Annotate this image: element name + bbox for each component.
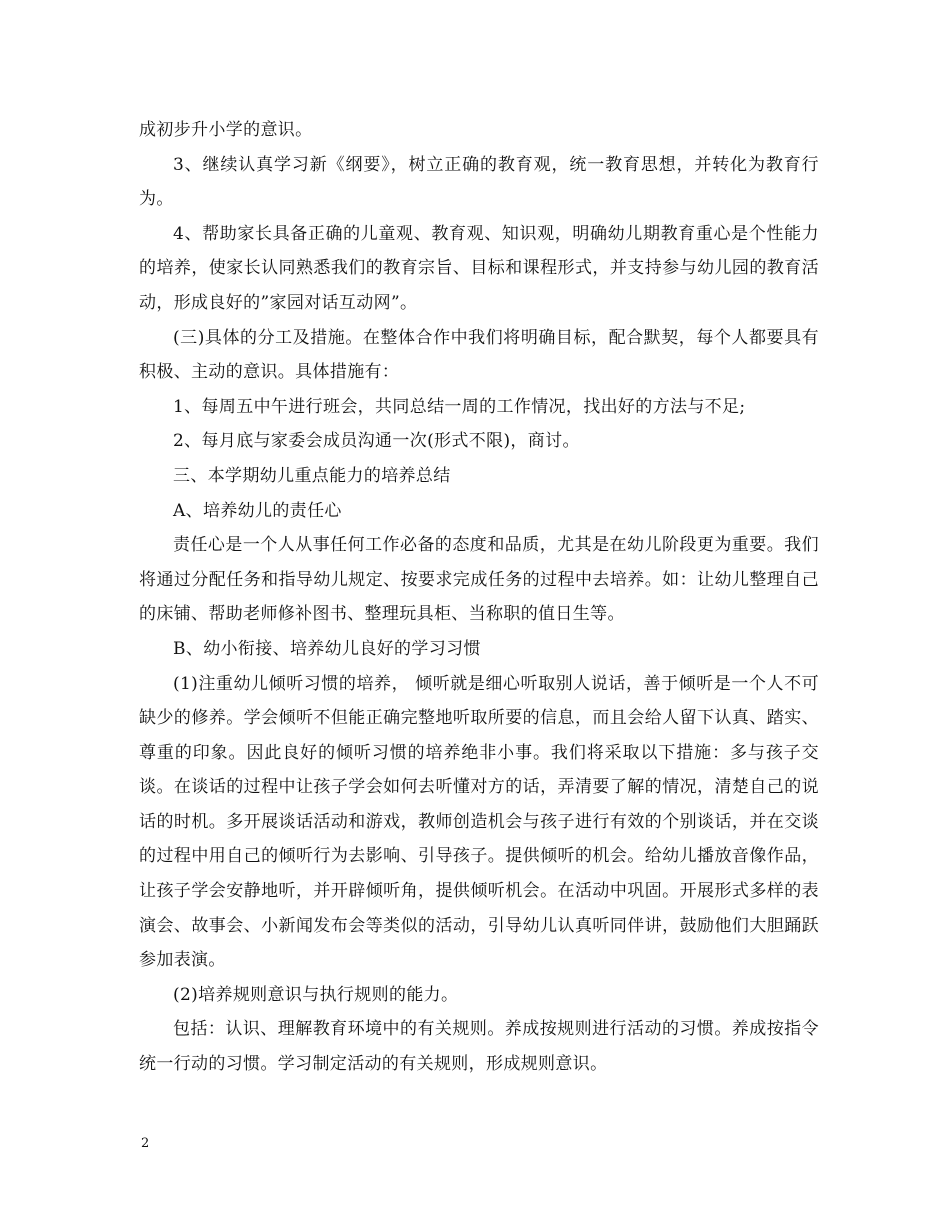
paragraph: 2、每月底与家委会成员沟通一次(形式不限)，商讨。 [173, 431, 580, 452]
paragraph: 成初步升小学的意识。 [139, 120, 313, 140]
paragraph: 包括：认识、理解教育环境中的有关规则。养成按规则进行活动的习惯。养成按指令统一行动的习惯。学习制定活动的有关规则，形成规则意识。 [139, 1019, 819, 1075]
paragraph: 4、帮助家长具备正确的儿童观、教育观、知识观，明确幼儿期教育重心是个性能力的培养，使家长认同熟悉我们的教育宗旨、目标和课程形式，并支持参与幼儿园的教育活动，形成良好的”家园对话互动网”。 [139, 223, 819, 313]
paragraph: (1)注重幼儿倾听习惯的培养， 倾听就是细心听取别人说话，善于倾听是一个人不可缺少的修养。学会倾听不但能正确完整地听取所要的信息，而且会给人留下认真、踏实、尊重的印象。因此良好的倾听习惯的培养绝非小事。我们将采取以下措施：多与孩子交谈。在谈话的过程中让孩子学会如何去听懂对方的话，弄清要了解的情况，清楚自己的说话的时机。多开展谈话活动和游戏，教师创造机会与孩子进行有效的个别谈话，并在交谈的过程中用自己的倾听行为去影响、引导孩子。提供倾听的机会。给幼儿播放音像作品，让孩子学会安静地听，并开辟倾听角，提供倾听机会。在活动中巩固。开展形式多样的表演会、故事会、小新闻发布会等类似的活动，引导幼儿认真听同伴讲，鼓励他们大胆踊跃参加表演。 [139, 673, 819, 971]
paragraph: (2)培养规则意识与执行规则的能力。 [173, 984, 459, 1005]
paragraph: 3、继续认真学习新《纲要》，树立正确的教育观，统一教育思想，并转化为教育行为。 [139, 154, 819, 210]
paragraph: 1、每周五中午进行班会，共同总结一周的工作情况，找出好的方法与不足; [173, 396, 746, 417]
section-heading: 三、本学期幼儿重点能力的培养总结 [173, 465, 451, 486]
paragraph: 责任心是一个人从事任何工作必备的态度和品质，尤其是在幼儿阶段更为重要。我们将通过分配任务和指导幼儿规定、按要求完成任务的过程中去培养。如：让幼儿整理自己的床铺、帮助老师修补图书、整理玩具柜、当称职的值日生等。 [139, 535, 819, 625]
subsection-heading: A、培养幼儿的责任心 [173, 500, 342, 521]
paragraph: (三)具体的分工及措施。在整体合作中我们将明确目标，配合默契，每个人都要具有积极、主动的意识。具体措施有： [139, 327, 819, 383]
document-body [139, 113, 819, 1082]
page-number: 2 [141, 1136, 150, 1151]
subsection-heading: B、幼小衔接、培养幼儿良好的学习习惯 [173, 638, 481, 659]
